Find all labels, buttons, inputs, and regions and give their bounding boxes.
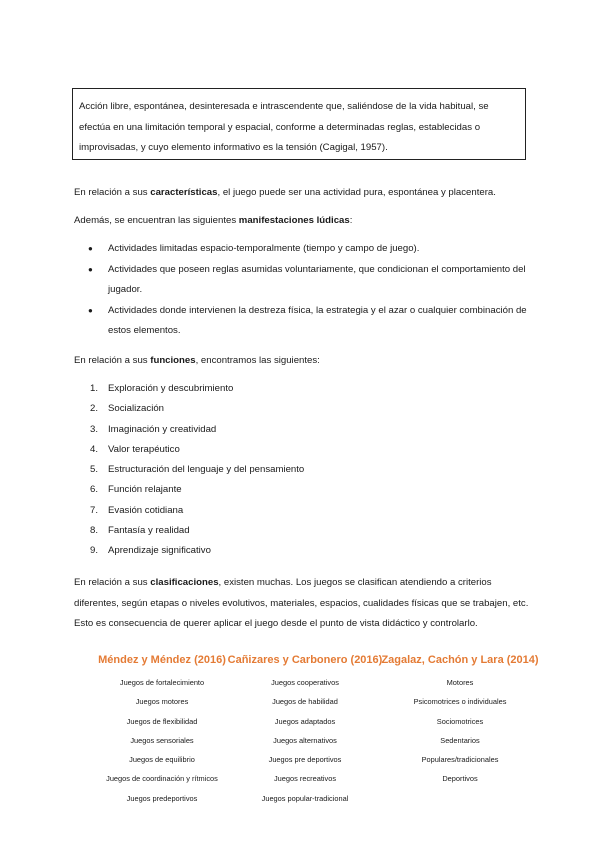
functions-list — [74, 379, 534, 562]
list-item: Sociomotrices — [436, 716, 484, 726]
list-item — [74, 460, 534, 480]
list-item-text: Actividades limitadas espacio-temporalmente (tiempo y campo de juego). — [108, 243, 420, 254]
column-title: Méndez y Méndez (2016) — [98, 654, 226, 666]
list-item-text: Función relajante — [108, 484, 182, 496]
list-item — [74, 480, 534, 500]
definition-quote-text: Acción libre, espontánea, desinteresada e intrascendente que, saliéndose de la vida habitual, se efectúa en una limitación temporal y espacial, conforme a determinadas reglas, establecidas o improvisadas, y cuyo elemento informativo es la tensión (Cagigal, 1957). — [79, 101, 489, 153]
list-item: Juegos motores — [135, 697, 189, 707]
list-number: 6. — [90, 484, 99, 496]
bullet-symbol: ● — [88, 244, 93, 253]
list-item — [74, 501, 534, 521]
list-number: 2. — [90, 403, 99, 415]
classification-column-mendez — [82, 653, 242, 808]
classification-column-zagalaz — [380, 653, 540, 789]
definition-quote-box — [72, 88, 526, 160]
list-item-text: Actividades que poseen reglas asumidas voluntariamente, que condicionan el comportamiento del jugador. — [108, 263, 526, 295]
list-item-text: Aprendizaje significativo — [108, 545, 211, 557]
text-run: En relación a sus — [74, 577, 151, 588]
list-item: Juegos predeportivos — [126, 793, 198, 803]
list-item: Populares/tradicionales — [421, 755, 499, 765]
bold-term: clasificaciones — [150, 577, 219, 588]
functions-paragraph — [74, 351, 534, 372]
list-item: Juegos de habilidad — [272, 697, 338, 707]
text-run: , encontramos las siguientes: — [195, 355, 320, 366]
list-item: Juegos popular-tradicional — [261, 793, 349, 803]
list-item: Sedentarios — [440, 735, 480, 745]
list-item: Psicomotrices o individuales — [413, 697, 507, 707]
list-item-text: Fantasía y realidad — [108, 525, 190, 537]
list-item-text: Socialización — [108, 403, 164, 415]
column-list — [225, 673, 385, 808]
list-item-text: Actividades donde intervienen la destreza física, la estrategia y el azar o cualquier combinación de estos elementos. — [108, 304, 527, 336]
text-run: , el juego puede ser una actividad pura, espontánea y placentera. — [217, 187, 496, 198]
list-item-text: Estructuración del lenguaje y del pensamiento — [108, 464, 305, 476]
list-item — [74, 379, 534, 399]
list-item-text: Exploración y descubrimiento — [108, 383, 234, 394]
list-item — [74, 301, 534, 342]
list-item: Deportivos — [442, 774, 478, 784]
manifestations-paragraph — [74, 211, 534, 232]
list-item — [74, 239, 534, 260]
bullet-symbol: ● — [88, 264, 93, 274]
list-item: Juegos de coordinación y rítmicos — [106, 774, 218, 784]
list-item: Juegos recreativos — [273, 774, 337, 784]
list-item: Juegos cooperativos — [271, 678, 339, 687]
list-item — [74, 420, 534, 440]
column-list — [82, 673, 242, 808]
classifications-paragraph — [74, 573, 534, 635]
list-item — [74, 440, 534, 460]
manifestations-list — [74, 239, 534, 342]
list-item: Juegos pre deportivos — [268, 755, 342, 765]
list-item — [74, 541, 534, 561]
list-item — [74, 521, 534, 541]
list-item-text: Imaginación y creatividad — [108, 423, 217, 435]
list-number: 4. — [90, 443, 99, 455]
bold-term: funciones — [150, 355, 196, 366]
list-number: 1. — [90, 383, 99, 394]
bold-term: manifestaciones lúdicas — [238, 215, 350, 226]
characteristics-paragraph — [74, 183, 534, 204]
list-item-text: Valor terapéutico — [108, 443, 180, 455]
list-item-text: Evasión cotidiana — [108, 504, 184, 516]
column-title: Zagalaz, Cachón y Lara (2014) — [381, 654, 539, 666]
text-run: : — [349, 215, 353, 226]
column-list — [380, 673, 540, 789]
list-number: 7. — [90, 504, 99, 516]
classification-column-canizares — [225, 653, 385, 808]
list-item: Juegos sensoriales — [130, 735, 194, 745]
bullet-symbol: ● — [88, 305, 93, 315]
list-number: 5. — [90, 464, 99, 476]
list-item: Juegos alternativos — [273, 735, 337, 745]
text-run: , existen muchas. Los juegos se clasifican atendiendo a criterios diferentes, según etapas o niveles evolutivos, materiales, espacios, cualidades físicas que se trabajen, etc. Esto es consecuencia de querer aplicar el juego desde el punto de vista didáctico y controlarlo. — [74, 577, 529, 629]
text-run: En relación a sus — [74, 187, 151, 198]
list-number: 9. — [90, 545, 99, 557]
list-item: Juegos de equilibrio — [129, 755, 195, 765]
bold-term: características — [150, 187, 218, 198]
list-item — [74, 399, 534, 419]
list-item: Juegos adaptados — [274, 716, 336, 726]
list-item: Motores — [446, 678, 474, 687]
text-run: Además, se encuentran las siguientes — [74, 215, 239, 226]
text-run: En relación a sus — [74, 355, 151, 366]
list-item — [74, 260, 534, 301]
column-title: Cañizares y Carbonero (2016) — [227, 654, 383, 666]
list-item: Juegos de flexibilidad — [126, 716, 198, 726]
list-item: Juegos de fortalecimiento — [119, 678, 205, 687]
list-number: 8. — [90, 525, 99, 537]
list-number: 3. — [90, 423, 99, 435]
